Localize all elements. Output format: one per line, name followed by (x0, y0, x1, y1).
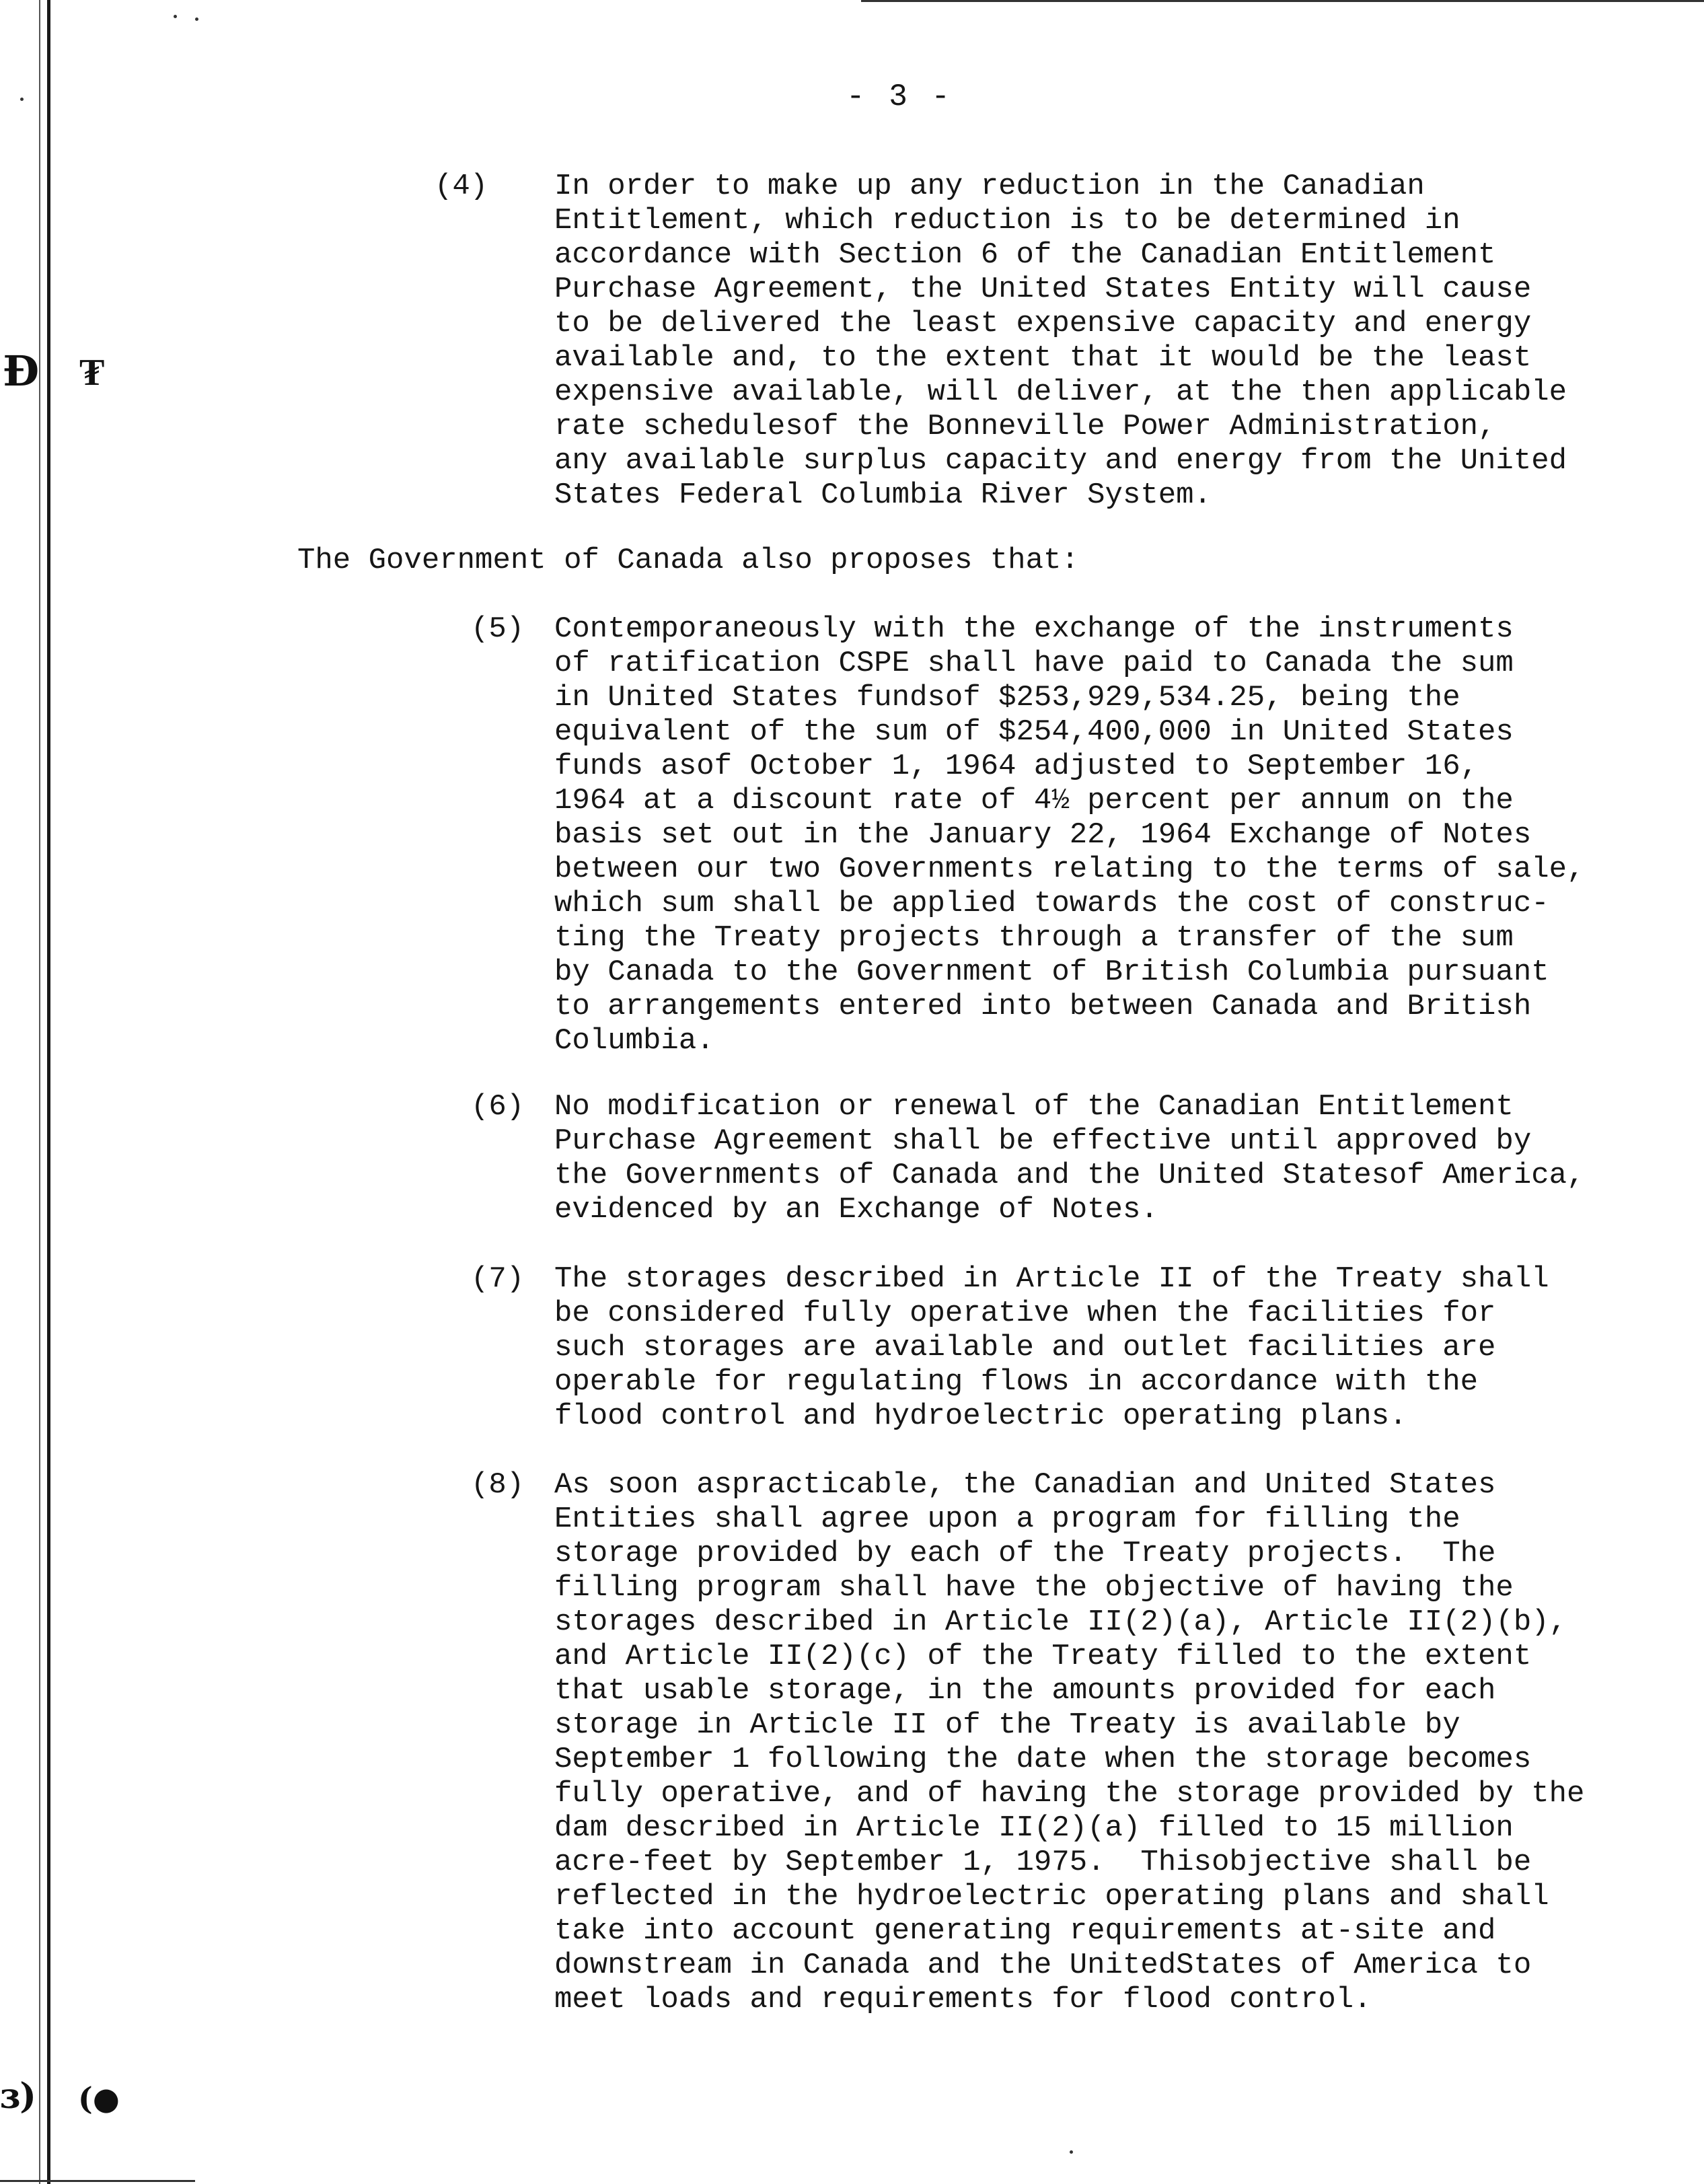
text-line: to arrangements entered into between Canada and British (554, 990, 1532, 1023)
item-number: (6) (471, 1090, 525, 1124)
text-line: equivalent of the sum of $254,400,000 in United States (554, 715, 1514, 749)
scan-speck (20, 98, 24, 101)
text-line: dam described in Article II(2)(a) filled to 15 million (554, 1811, 1514, 1845)
page-number: - 3 - (846, 79, 953, 114)
text-line: to be delivered the least expensive capacity and energy (554, 307, 1532, 340)
text-line: 1964 at a discount rate of 4½ percent per annum on the (554, 784, 1514, 817)
margin-mark: Ð (3, 347, 40, 396)
text-line: be considered fully operative when the facilities for (554, 1297, 1496, 1330)
text-line: that usable storage, in the amounts provided for each (554, 1674, 1496, 1708)
item-number: (8) (471, 1468, 525, 1502)
text-line: Columbia. (554, 1024, 714, 1058)
text-line: in United States fundsof $253,929,534.25, being the (554, 681, 1460, 715)
text-line: any available surplus capacity and energy from the United (554, 444, 1567, 478)
text-line: The Government of Canada also proposes that: (297, 544, 1079, 577)
text-line: take into account generating requirements at-site and (554, 1914, 1496, 1948)
text-line: operable for regulating flows in accordance with the (554, 1365, 1479, 1399)
scan-speck (1070, 2150, 1073, 2154)
text-line: of ratification CSPE shall have paid to Canada the sum (554, 647, 1514, 680)
text-line: evidenced by an Exchange of Notes. (554, 1193, 1158, 1227)
text-line: basis set out in the January 22, 1964 Exchange of Notes (554, 818, 1532, 852)
text-line: and Article II(2)(c) of the Treaty filled to the extent (554, 1640, 1532, 1673)
text-line: meet loads and requirements for flood control. (554, 1983, 1372, 2016)
text-line: Entitlement, which reduction is to be determined in (554, 204, 1460, 238)
margin-mark: ɜ) (0, 2076, 36, 2117)
text-line: which sum shall be applied towards the cost of construc- (554, 887, 1549, 920)
binding-edge-line (39, 0, 40, 2184)
intro-paragraph (297, 544, 1079, 578)
text-line: available and, to the extent that it would be the least (554, 341, 1532, 375)
text-line: by Canada to the Government of British Columbia pursuant (554, 955, 1549, 989)
paragraph-item-7 (554, 1262, 1549, 1434)
item-number: (5) (471, 612, 525, 646)
text-line: the Governments of Canada and the United Statesof America, (554, 1159, 1585, 1192)
text-line: fully operative, and of having the storage provided by the (554, 1777, 1585, 1811)
text-line: September 1 following the date when the storage becomes (554, 1743, 1532, 1776)
text-line: between our two Governments relating to the terms of sale, (554, 852, 1585, 886)
text-line: reflected in the hydroelectric operating plans and shall (554, 1880, 1549, 1914)
text-line: flood control and hydroelectric operating plans. (554, 1399, 1407, 1433)
text-line: accordance with Section 6 of the Canadian Entitlement (554, 238, 1496, 272)
bottom-edge-rule (0, 2180, 195, 2182)
text-line: storages described in Article II(2)(a), Article II(2)(b), (554, 1605, 1567, 1639)
text-line: Entities shall agree upon a program for filling the (554, 1502, 1460, 1536)
text-line: In order to make up any reduction in the Canadian (554, 170, 1425, 203)
paragraph-item-8 (554, 1468, 1584, 2017)
margin-mark: (● (78, 2080, 120, 2117)
text-line: storage provided by each of the Treaty projects. The (554, 1537, 1496, 1570)
text-line: As soon aspracticable, the Canadian and United States (554, 1468, 1496, 1502)
text-line: rate schedulesof the Bonneville Power Administration, (554, 410, 1496, 443)
text-line: acre-feet by September 1, 1975. Thisobjective shall be (554, 1846, 1532, 1879)
text-line: expensive available, will deliver, at the then applicable (554, 375, 1567, 409)
item-number: (4) (435, 170, 488, 203)
text-line: States Federal Columbia River System. (554, 478, 1212, 512)
text-line: ting the Treaty projects through a transfer of the sum (554, 921, 1514, 955)
scan-speck (195, 17, 198, 21)
item-number: (7) (471, 1262, 525, 1296)
paragraph-item-5 (554, 612, 1584, 1058)
top-edge-rule (861, 0, 1704, 2)
paragraph-item-6 (554, 1090, 1584, 1227)
text-line: downstream in Canada and the UnitedStates of America to (554, 1949, 1532, 1982)
text-line: filling program shall have the objective of having the (554, 1571, 1514, 1605)
binding-margin-line (47, 0, 50, 2184)
text-line: such storages are available and outlet facilities are (554, 1331, 1496, 1364)
margin-mark: ₮ (79, 350, 105, 394)
paragraph-item-4 (554, 170, 1567, 513)
text-line: Purchase Agreement, the United States Entity will cause (554, 272, 1532, 306)
text-line: No modification or renewal of the Canadian Entitlement (554, 1090, 1514, 1124)
scan-speck (174, 15, 177, 18)
text-line: Purchase Agreement shall be effective until approved by (554, 1124, 1532, 1158)
text-line: storage in Article II of the Treaty is available by (554, 1708, 1460, 1742)
text-line: The storages described in Article II of the Treaty shall (554, 1262, 1549, 1296)
text-line: funds asof October 1, 1964 adjusted to September 16, (554, 750, 1479, 783)
text-line: Contemporaneously with the exchange of the instruments (554, 612, 1514, 646)
